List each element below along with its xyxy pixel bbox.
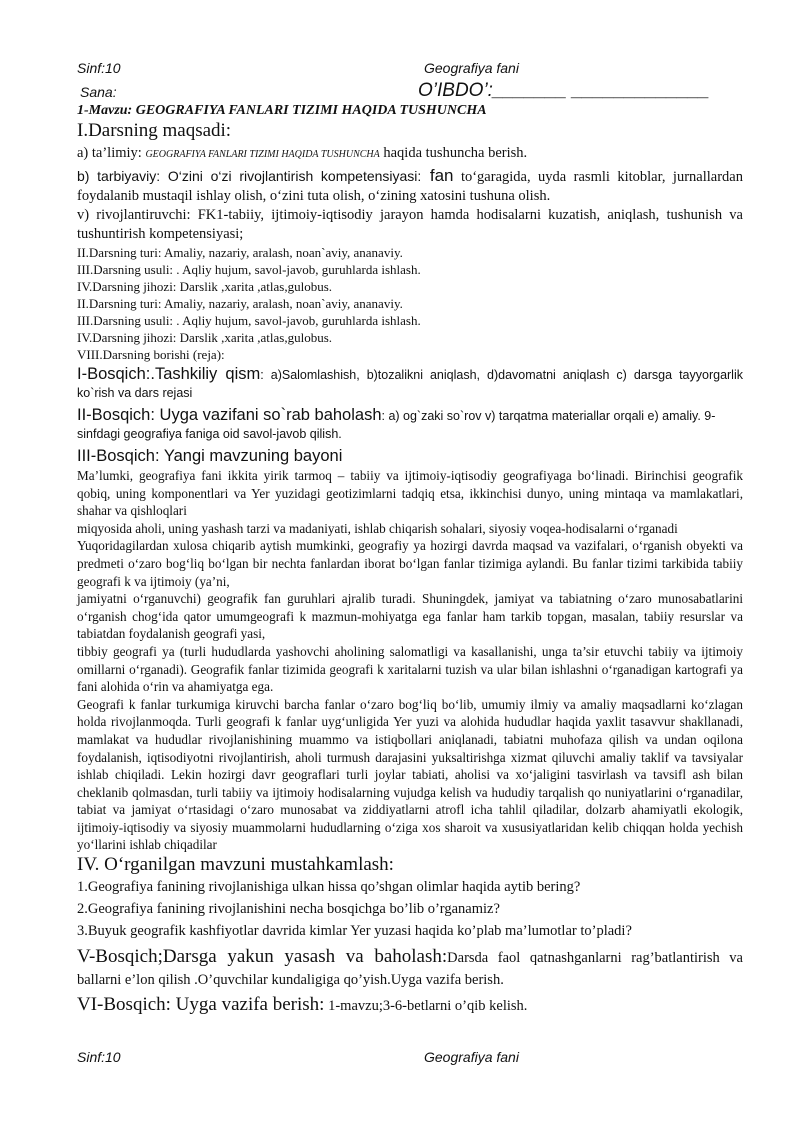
class-label: Sinf:10 [77,60,121,76]
stage-3-paragraph-1: Ma’lumki, geografiya fani ikkita yirik tarmoq – tabiiy va ijtimoiy-iqtisodiy geografiyaga bo‘linadi. Birinchisi geografik qobiq, uning komponentlari va Yer yuzidagi geotizimlarni tadqiq etsa, ikkinchisi dunyo, uning mintaqa va mamlakatlari, shahar va qishloqlari [77,468,743,519]
subject-label: Geografiya fani [424,60,519,76]
stage-2-title: II-Bosqich: Uyga vazifani so`rab baholash [77,406,382,424]
lesson-info-7: VIII.Darsning borishi (reja): [77,347,225,362]
stage-1-title: I-Bosqich:.Tashkiliy qism [77,365,261,383]
stage-6 [77,993,743,1018]
stage-1 [77,365,743,402]
date-label: Sana: [80,84,117,100]
stage-3-paragraph-4: jamiyatni o‘rganuvchi) geografik fan guruhlari ajralib turadi. Shuningdek, jamiyat va tabiatning o‘zaro munosabatlarini o‘rganish chog‘ida qator umumgeografi k mazmun-mohiyatga ega fanlar ham tarkib topgan, masalan, tabiiy resurslar va tabiatdan foydalanish geografi yasi, [77,591,743,642]
ibdo-label: O’IBDO’:_______ _____________ [418,80,710,101]
objective-a-suffix: haqida tushuncha berish. [383,145,528,161]
objective-b-fan: fan [421,166,454,185]
stage-5-title: V-Bosqich;Darsga yakun yasash va baholash: [77,946,448,968]
stage-3-paragraph-5: tibbiy geografi ya (turli hududlarda yashovchi aholining salomatligi va kasallanishi, unga ta’sir etuvchi tabiiy va ijtimoiy omillarni o‘rganadi). Geografik fanlar tizimida geografi k xaritalarni tuzish va ular bilan ishlashni o‘rganadigan kartografi ya fani alohida o‘rin va ahamiyatga ega. [77,643,743,695]
objective-a [77,144,743,164]
lesson-info-6: IV.Darsning jihozi: Darslik ,xarita ,atlas,gulobus. [77,330,333,345]
lesson-info-3: IV.Darsning jihozi: Darslik ,xarita ,atlas,gulobus. [77,279,333,294]
stage-3-title: III-Bosqich: Yangi mavzuning bayoni [77,447,343,465]
objective-a-prefix: a) ta’limiy: [77,145,142,161]
lesson-info-2: III.Darsning usuli: . Aqliy hujum, savol-javob, guruhlarda ishlash. [77,262,421,277]
stage-5 [77,946,743,991]
stage-4-title: IV. O‘rganilgan mavzuni mustahkamlash: [77,854,394,876]
stage-3-paragraph-3: Yuqoridagilardan xulosa chiqarib aytish mumkinki, geografiy ya hozirgi davrda maqsad va vazifalari, o‘rganish obyekti va predmeti o‘zaro bog‘liq bo‘lgan bir nechta fanlardan iborat bo‘lgan fanlar tizimiga aylandi. Bu fanlar tizimi tarkibida tabiiy geografi k va ijtimoiy (ya’ni, [77,538,743,589]
objective-v: v) rivojlantiruvchi: FK1-tabiiy, ijtimoiy-iqtisodiy jarayon hamda hodisalarni kuzatish, aniqlash, tushunish va tushuntirish kompetensiyasi; [77,207,743,242]
stage-5-body: Darsda faol qatnashganlarni rag’batlantirish va ballarni e’lon qilish .O’quvchilar kundaligiga qo’yish.Uyga vazifa berish. [77,950,743,989]
footer-subject-label: Geografiya fani [424,1049,519,1065]
lesson-plan-body [77,102,743,1018]
lesson-info-4: II.Darsning turi: Amaliy, nazariy, aralash, noan`aviy, ananaviy. [77,296,403,311]
topic-title: 1-Mavzu: GEOGRAFIYA FANLARI TIZIMI HAQIDA TUSHUNCHA [77,103,487,118]
question-1: 1.Geografiya fanining rivojlanishiga ulkan hissa qo’shgan olimlar haqida aytib bering? [77,879,581,896]
stage-1-body: : a)Salomlashish, b)tozalikni aniqlash, d)davomatni aniqlash c) darsga tayyorgarlik ko`rish va dars rejasi [77,368,743,400]
footer-class-label: Sinf:10 [77,1049,121,1065]
stage-2-body: : a) og`zaki so`rov v) tarqatma materiallar orqali e) amaliy. 9-sinfdagi geografiya faniga oid savol-javob qilish. [77,409,716,441]
question-3: 3.Buyuk geografik kashfiyotlar davrida kimlar Yer yuzasi haqida ko’plab ma’lumotlar to’pladi? [77,923,632,940]
question-2: 2.Geografiya fanining rivojlanishini necha bosqichga bo’lib o’rganamiz? [77,901,500,918]
stage-6-title: VI-Bosqich: Uyga vazifa berish: [77,994,325,1016]
stage-3-paragraph-2: miqyosida aholi, uning yashash tarzi va madaniyati, ishlab chiqarish sohalari, siyosiy voqea-hodisalarni o‘rganadi [77,520,678,536]
lesson-info-1: II.Darsning turi: Amaliy, nazariy, aralash, noan`aviy, ananaviy. [77,245,403,260]
objective-b-suffix: to‘garagida, uyda rasmli kitoblar, jurnallardan foydalanib mustaqil ishlay olish, o‘zini tuta olish, o‘zining xatosini tushuna olish. [77,169,743,204]
objective-a-topic: GEOGRAFIYA FANLARI TIZIMI HAQIDA TUSHUNCHA [145,149,380,160]
objective-b [77,166,743,206]
objectives-heading: I.Darsning maqsadi: [77,120,232,141]
stage-2 [77,406,743,443]
stage-3-paragraph-6: Geografi k fanlar turkumiga kiruvchi barcha fanlar o‘zaro bog‘liq bo‘lib, umumiy ilmiy va amaliy maqsadlarni ko‘zlagan holda rivojlanmoqda. Turli geografi k fanlar uyg‘unligida Yer yuzi va alohida hududlar haqida yaxlit tasavvur shakllanadi, mamlakat va hududlar rivojlanishining muammo va istiqbollari aniqlanadi, tabiatni muhofaza qilish va undan oqilona foydalanish, iqtisodiyotni rivojlantirish, aholi turmush darajasini yuksaltirishga xizmat qiluvchi amaliy taklif va tavsiyalar ishlab chiqiladi. Lekin hozirgi davr geograflari turli joylar tabiati, aholisi va xo‘jaligini tasvirlash va tavsifl ash bilan cheklanib qolmasdan, turli tabiiy va ijtimoiy hodisalarning vujudga kelish va hududiy tarqalish qo nuniyatlarini o‘rganadilar, tabiat va jamiyat o‘rtasidagi o‘zaro munosabat va ziddiyatlarni atrofl icha tahlil qiladilar, dolzarb ahamiyatli ekologik, ijtimoiy-iqtisodiy va siyosiy muammolarni hududlarning o‘ziga xos sharoit va xususiyatlaridan kelib chiqqan holda yechish yo‘llarini ishlab chiqadilar [77,696,743,853]
lesson-info-5: III.Darsning usuli: . Aqliy hujum, savol-javob, guruhlarda ishlash. [77,313,421,328]
objective-b-prefix: b) tarbiyaviy: O‘zini o‘zi rivojlantirish kompetensiyasi: [77,168,422,184]
stage-6-body: 1-mavzu;3-6-betlarni o’qib kelish. [324,998,528,1015]
